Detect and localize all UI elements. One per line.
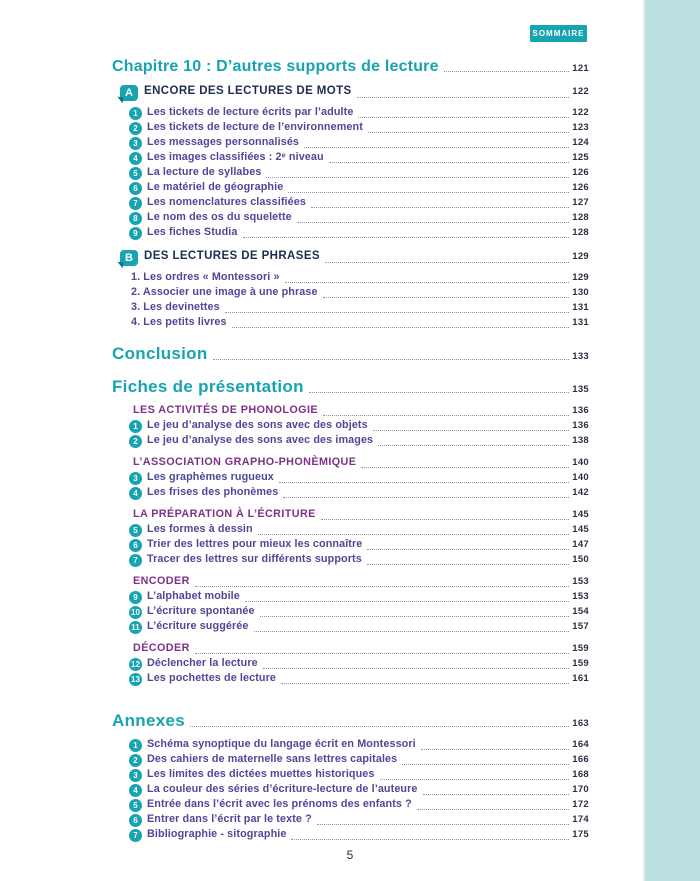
dotted-leader: [291, 839, 569, 840]
dotted-leader: [281, 683, 569, 684]
toc-entry[interactable]: [112, 58, 589, 76]
toc-entry[interactable]: [112, 196, 589, 211]
toc-entry-label: Annexes: [112, 711, 185, 730]
item-number-badge: 3: [129, 472, 142, 485]
toc-page-number: 124: [572, 137, 589, 148]
toc-entry-label: L’écriture suggérée: [147, 620, 249, 632]
toc-page-number: 127: [572, 197, 589, 208]
toc-entry[interactable]: [112, 456, 589, 471]
toc-entry-label: Les limites des dictées muettes historiques: [147, 768, 375, 780]
item-number-badge: 11: [129, 621, 142, 634]
toc-entry[interactable]: [112, 753, 589, 768]
dotted-leader: [357, 97, 570, 98]
dotted-leader: [266, 177, 569, 178]
toc-entry[interactable]: [112, 271, 589, 286]
dotted-leader: [358, 117, 569, 118]
dotted-leader: [283, 497, 569, 498]
dotted-leader: [311, 207, 569, 208]
toc-page-number: 133: [572, 351, 589, 362]
toc-entry-label: La couleur des séries d’écriture-lecture de l’auteure: [147, 783, 418, 795]
dotted-leader: [402, 764, 569, 765]
item-number-badge: 6: [129, 182, 142, 195]
toc-page-number: 131: [572, 302, 589, 313]
toc-entry-label: L’ASSOCIATION GRAPHO-PHONÈMIQUE: [133, 456, 357, 468]
toc-entry-label: Conclusion: [112, 344, 208, 363]
dotted-leader: [232, 327, 570, 328]
dotted-leader: [329, 162, 570, 163]
dotted-leader: [225, 312, 570, 313]
toc-entry[interactable]: [112, 657, 589, 672]
toc-entry-label: Tracer des lettres sur différents supports: [147, 553, 362, 565]
dotted-leader: [367, 564, 569, 565]
toc-entry-label: Trier des lettres pour mieux les connaître: [147, 538, 363, 550]
toc-entry[interactable]: [112, 590, 589, 605]
dotted-leader: [323, 415, 569, 416]
table-of-contents: [112, 58, 589, 843]
toc-page-number: 129: [572, 251, 589, 262]
toc-entry[interactable]: [112, 523, 589, 538]
toc-entry[interactable]: [112, 286, 589, 301]
dotted-leader: [285, 282, 570, 283]
dotted-leader: [368, 132, 569, 133]
toc-page-number: 153: [572, 576, 589, 587]
toc-entry-label: La lecture de syllabes: [147, 166, 262, 178]
item-number-badge: 5: [129, 799, 142, 812]
toc-page-number: 126: [572, 167, 589, 178]
toc-entry-label: L’écriture spontanée: [147, 605, 255, 617]
toc-page-number: 145: [572, 509, 589, 520]
toc-entry-label: Le matériel de géographie: [147, 181, 284, 193]
toc-entry-label: Les pochettes de lecture: [147, 672, 277, 684]
toc-page-number: 140: [572, 457, 589, 468]
item-number-badge: 1: [129, 420, 142, 433]
toc-entry-label: Bibliographie - sitographie: [147, 828, 287, 840]
toc-entry[interactable]: [112, 136, 589, 151]
toc-entry[interactable]: [112, 377, 589, 397]
dotted-leader: [245, 601, 569, 602]
dotted-leader: [423, 794, 570, 795]
toc-page-number: 164: [572, 739, 589, 750]
toc-entry[interactable]: [112, 642, 589, 657]
toc-page-number: 159: [572, 658, 589, 669]
sommaire-badge[interactable]: SOMMAIRE: [530, 25, 587, 42]
item-number-badge: 2: [129, 435, 142, 448]
dotted-leader: [297, 222, 569, 223]
dotted-leader: [417, 809, 569, 810]
item-number-badge: 5: [129, 524, 142, 537]
toc-entry-label: Les tickets de lecture de l’environnement: [147, 121, 363, 133]
toc-page-number: 157: [572, 621, 589, 632]
dotted-leader: [323, 297, 570, 298]
toc-entry[interactable]: [112, 181, 589, 196]
toc-entry[interactable]: [112, 538, 589, 553]
toc-entry-label: L’alphabet mobile: [147, 590, 240, 602]
toc-entry-label: DÉCODER: [133, 642, 190, 654]
toc-entry[interactable]: [112, 813, 589, 828]
item-number-badge: 9: [129, 591, 142, 604]
toc-entry-label: LES ACTIVITÉS DE PHONOLOGIE: [133, 404, 318, 416]
toc-page-number: 163: [572, 718, 589, 729]
dotted-leader: [317, 824, 569, 825]
item-number-badge: 1: [129, 739, 142, 752]
toc-entry-label: Les images classifiées : 2ᵉ niveau: [147, 151, 324, 163]
toc-page-number: 138: [572, 435, 589, 446]
toc-page-number: 154: [572, 606, 589, 617]
toc-entry[interactable]: [112, 316, 589, 331]
toc-entry-label: ENCODER: [133, 575, 190, 587]
toc-entry-label: Les messages personnalisés: [147, 136, 300, 148]
toc-entry[interactable]: [112, 121, 589, 136]
toc-entry[interactable]: [112, 85, 589, 101]
dotted-leader: [444, 71, 570, 72]
toc-entry[interactable]: [112, 434, 589, 449]
item-number-badge: 3: [129, 769, 142, 782]
toc-entry[interactable]: [112, 151, 589, 166]
toc-entry[interactable]: [112, 250, 589, 266]
toc-entry-label: Entrée dans l’écrit avec les prénoms des enfants ?: [147, 798, 412, 810]
toc-entry-label: 4. Les petits livres: [131, 316, 227, 328]
toc-entry-label: Les frises des phonèmes: [147, 486, 279, 498]
item-number-badge: 12: [129, 658, 142, 671]
dotted-leader: [361, 467, 569, 468]
toc-entry-label: ENCORE DES LECTURES DE MOTS: [144, 85, 352, 97]
item-number-badge: 8: [129, 212, 142, 225]
toc-entry[interactable]: [112, 768, 589, 783]
toc-page-number: 128: [572, 227, 589, 238]
toc-entry[interactable]: [112, 738, 589, 753]
dotted-leader: [263, 668, 570, 669]
toc-page-number: 145: [572, 524, 589, 535]
toc-entry[interactable]: [112, 828, 589, 843]
dotted-leader: [421, 749, 569, 750]
item-number-badge: 6: [129, 539, 142, 552]
toc-entry-label: 2. Associer une image à une phrase: [131, 286, 318, 298]
toc-entry-label: Les fiches Studia: [147, 226, 238, 238]
section-letter-badge: B: [120, 250, 138, 266]
toc-entry-label: Schéma synoptique du langage écrit en Montessori: [147, 738, 416, 750]
toc-entry-label: Entrer dans l’écrit par le texte ?: [147, 813, 312, 825]
item-number-badge: 13: [129, 673, 142, 686]
toc-page-number: 147: [572, 539, 589, 550]
toc-page-number: 126: [572, 182, 589, 193]
dotted-leader: [258, 534, 570, 535]
toc-page-number: 174: [572, 814, 589, 825]
toc-entry-label: Les nomenclatures classifiées: [147, 196, 306, 208]
item-number-badge: 5: [129, 167, 142, 180]
dotted-leader: [367, 549, 569, 550]
toc-page-number: 121: [572, 63, 589, 74]
item-number-badge: 7: [129, 829, 142, 842]
toc-entry[interactable]: [112, 344, 589, 364]
item-number-badge: 4: [129, 784, 142, 797]
dotted-leader: [288, 192, 569, 193]
toc-page-number: 175: [572, 829, 589, 840]
toc-entry[interactable]: [112, 575, 589, 590]
item-number-badge: 2: [129, 754, 142, 767]
toc-entry-label: 1. Les ordres « Montessori »: [131, 271, 280, 283]
toc-entry[interactable]: [112, 553, 589, 568]
toc-page-number: 170: [572, 784, 589, 795]
dotted-leader: [260, 616, 570, 617]
toc-entry[interactable]: [112, 166, 589, 181]
item-number-badge: 6: [129, 814, 142, 827]
side-strip: [643, 0, 700, 881]
item-number-badge: 1: [129, 107, 142, 120]
toc-page-number: 128: [572, 212, 589, 223]
dotted-leader: [380, 779, 570, 780]
toc-entry-label: 3. Les devinettes: [131, 301, 220, 313]
dotted-leader: [279, 482, 569, 483]
dotted-leader: [325, 262, 569, 263]
toc-entry-label: Déclencher la lecture: [147, 657, 258, 669]
toc-entry-label: Les formes à dessin: [147, 523, 253, 535]
toc-page-number: 125: [572, 152, 589, 163]
item-number-badge: 9: [129, 227, 142, 240]
dotted-leader: [304, 147, 569, 148]
toc-page-number: 166: [572, 754, 589, 765]
toc-entry[interactable]: [112, 508, 589, 523]
toc-entry[interactable]: [112, 106, 589, 121]
toc-entry[interactable]: [112, 404, 589, 419]
dotted-leader: [254, 631, 570, 632]
dotted-leader: [213, 359, 570, 360]
toc-entry[interactable]: [112, 226, 589, 241]
toc-entry-label: Les graphèmes rugueux: [147, 471, 274, 483]
toc-entry-label: DES LECTURES DE PHRASES: [144, 250, 320, 262]
toc-entry[interactable]: [112, 419, 589, 434]
dotted-leader: [378, 445, 569, 446]
toc-page-number: 150: [572, 554, 589, 565]
toc-entry[interactable]: [112, 211, 589, 226]
item-number-badge: 2: [129, 122, 142, 135]
toc-page-number: 168: [572, 769, 589, 780]
item-number-badge: 7: [129, 554, 142, 567]
toc-entry[interactable]: [112, 486, 589, 501]
item-number-badge: 10: [129, 606, 142, 619]
toc-entry-label: Chapitre 10 : D’autres supports de lecture: [112, 58, 439, 75]
toc-entry-label: LA PRÉPARATION À L’ÉCRITURE: [133, 508, 316, 520]
item-number-badge: 7: [129, 197, 142, 210]
dotted-leader: [321, 519, 569, 520]
toc-page-number: 136: [572, 420, 589, 431]
toc-page-number: 172: [572, 799, 589, 810]
toc-entry[interactable]: [112, 783, 589, 798]
toc-entry[interactable]: [112, 605, 589, 620]
toc-page-number: 140: [572, 472, 589, 483]
toc-entry[interactable]: [112, 471, 589, 486]
toc-page-number: 122: [572, 86, 589, 97]
toc-entry[interactable]: [112, 798, 589, 813]
toc-entry-label: Des cahiers de maternelle sans lettres capitales: [147, 753, 398, 765]
toc-page-number: 159: [572, 643, 589, 654]
dotted-leader: [243, 237, 570, 238]
dotted-leader: [195, 586, 569, 587]
toc-page-number: 161: [572, 673, 589, 684]
toc-entry-label: Le jeu d’analyse des sons avec des objets: [147, 419, 368, 431]
toc-page-number: 142: [572, 487, 589, 498]
toc-page-number: 122: [572, 107, 589, 118]
toc-entry-label: Le jeu d’analyse des sons avec des images: [147, 434, 374, 446]
toc-page-number: 135: [572, 384, 589, 395]
toc-page-number: 153: [572, 591, 589, 602]
section-letter-badge: A: [120, 85, 138, 101]
item-number-badge: 3: [129, 137, 142, 150]
toc-entry-label: Fiches de présentation: [112, 377, 304, 396]
toc-entry[interactable]: [112, 711, 589, 731]
item-number-badge: 4: [129, 152, 142, 165]
toc-entry[interactable]: [112, 672, 589, 687]
toc-page-number: 129: [572, 272, 589, 283]
toc-page-number: 130: [572, 287, 589, 298]
toc-entry[interactable]: [112, 620, 589, 635]
item-number-badge: 4: [129, 487, 142, 500]
dotted-leader: [190, 726, 569, 727]
toc-entry[interactable]: [112, 301, 589, 316]
dotted-leader: [309, 392, 569, 393]
toc-entry-label: Le nom des os du squelette: [147, 211, 292, 223]
toc-entry-label: Les tickets de lecture écrits par l’adulte: [147, 106, 354, 118]
toc-page-number: 123: [572, 122, 589, 133]
toc-page-number: 131: [572, 317, 589, 328]
toc-page-number: 136: [572, 405, 589, 416]
footer-page-number: 5: [346, 848, 354, 862]
dotted-leader: [195, 653, 569, 654]
dotted-leader: [373, 430, 570, 431]
